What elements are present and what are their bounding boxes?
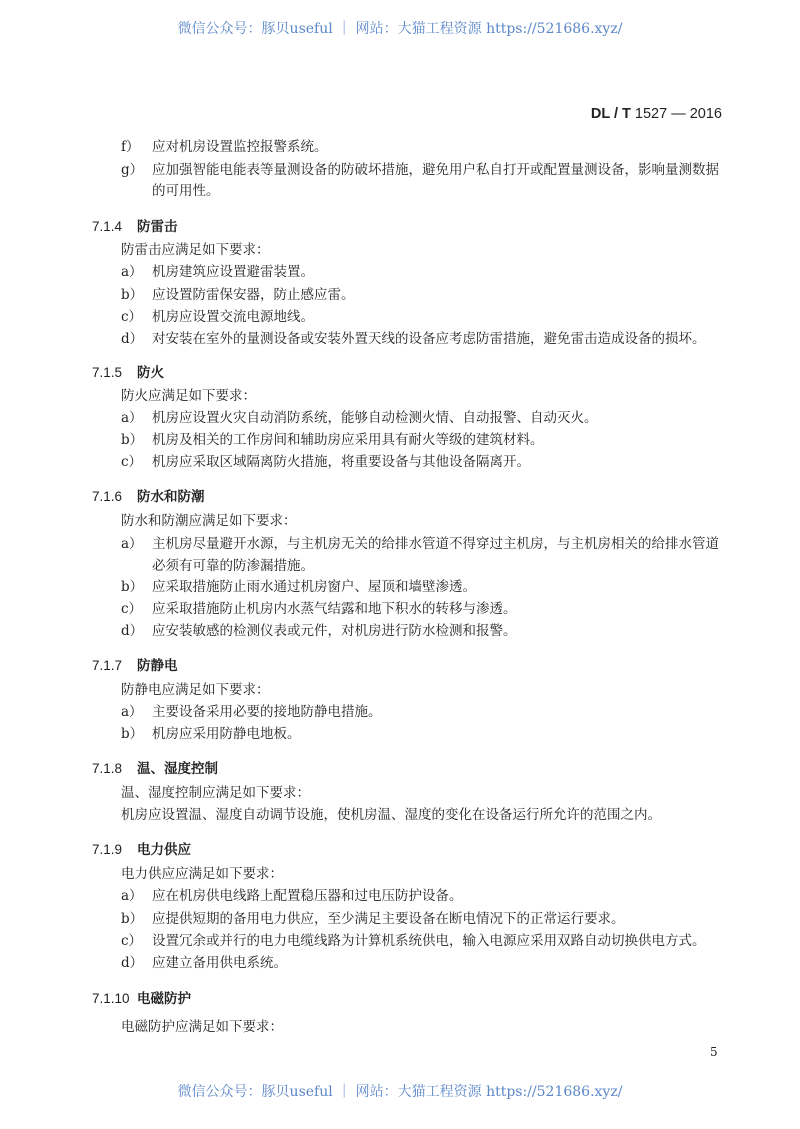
watermark-bottom: 微信公众号：豚贝useful ｜ 网站：大猫工程资源 https://521686.xyz/ [177, 1084, 623, 1100]
section-heading [92, 215, 178, 235]
list-item [121, 329, 723, 349]
item-text: 应安装敏感的检测仪表或元件，对机房进行防水检测和报警。 [152, 623, 517, 639]
item-label: d） [121, 955, 144, 971]
item-label: a） [121, 888, 143, 904]
section-title: 电力供应 [137, 842, 191, 858]
section-heading [92, 654, 178, 674]
list-item [121, 160, 723, 202]
item-label: c） [121, 309, 143, 325]
section-number: 7.1.9 [92, 842, 123, 857]
item-label: d） [121, 331, 144, 347]
section-title: 防火 [137, 365, 164, 381]
item-text: 应采取措施防止机房内水蒸气结露和地下积水的转移与渗透。 [152, 601, 517, 617]
item-label: a） [121, 536, 143, 552]
list-item [121, 599, 723, 619]
item-text: 对安装在室外的量测设备或安装外置天线的设备应考虑防雷措施，避免雷击造成设备的损坏。 [152, 331, 706, 347]
item-label: f） [121, 139, 140, 155]
list-item [121, 408, 723, 428]
list-item [121, 931, 741, 951]
section-body: 机房应设置温、湿度自动调节设施，使机房温、湿度的变化在设备运行所允许的范围之内。 [121, 807, 661, 823]
list-item [121, 533, 723, 577]
item-label: b） [121, 432, 144, 448]
item-label: c） [121, 933, 143, 949]
section-intro: 电磁防护应满足如下要求： [121, 1019, 283, 1035]
item-label: d） [121, 623, 144, 639]
section-heading [92, 485, 205, 505]
item-label: a） [121, 704, 143, 720]
item-label: b） [121, 911, 144, 927]
list-item [121, 621, 723, 641]
item-label: a） [121, 410, 143, 426]
item-text: 应采取措施防止雨水通过机房窗户、屋顶和墙壁渗透。 [152, 579, 476, 595]
item-label: b） [121, 287, 144, 303]
section-number: 7.1.6 [92, 489, 123, 504]
section-title: 温、湿度控制 [137, 761, 218, 777]
item-text: 机房应采用防静电地板。 [152, 726, 301, 742]
list-item [121, 285, 723, 305]
section-title: 防静电 [137, 658, 178, 674]
item-label: b） [121, 726, 144, 742]
item-text: 应建立备用供电系统。 [152, 955, 287, 971]
item-text: 机房应设置火灾自动消防系统，能够自动检测火情、自动报警、自动灭火。 [152, 410, 598, 426]
section-intro: 防火应满足如下要求： [121, 388, 256, 404]
item-text: 主要设备采用必要的接地防静电措施。 [152, 704, 382, 720]
section-intro: 防静电应满足如下要求： [121, 682, 270, 698]
section-heading [92, 757, 218, 777]
section-title: 防雷击 [137, 219, 178, 235]
section-intro: 电力供应应满足如下要求： [121, 866, 283, 882]
list-item [121, 724, 723, 744]
section-number: 7.1.7 [92, 658, 123, 673]
item-label: c） [121, 601, 143, 617]
item-text: 应设置防雷保安器，防止感应雷。 [152, 287, 355, 303]
section-number: 7.1.10 [92, 991, 130, 1006]
item-text: 应提供短期的备用电力供应，至少满足主要设备在断电情况下的正常运行要求。 [152, 911, 625, 927]
list-item [121, 702, 723, 722]
item-label: b） [121, 579, 144, 595]
item-text: 应对机房设置监控报警系统。 [152, 139, 328, 155]
item-text: 机房应采取区域隔离防火措施，将重要设备与其他设备隔离开。 [152, 454, 530, 470]
item-text: 应在机房供电线路上配置稳压器和过电压防护设备。 [152, 888, 463, 904]
page-number: 5 [710, 1045, 718, 1059]
section-title: 电磁防护 [137, 991, 191, 1007]
list-item [121, 137, 723, 157]
list-item [121, 262, 723, 282]
item-text: 机房应设置交流电源地线。 [152, 309, 314, 325]
list-item [121, 452, 723, 472]
item-text: 机房及相关的工作房间和辅助房应采用具有耐火等级的建筑材料。 [152, 432, 544, 448]
list-item [121, 909, 723, 929]
section-title: 防水和防潮 [137, 489, 205, 505]
item-text: 设置冗余或并行的电力电缆线路为计算机系统供电，输入电源应采用双路自动切换供电方式。 [152, 933, 706, 949]
list-item [121, 430, 723, 450]
standard-code: DL / T [590, 106, 631, 122]
section-intro: 温、湿度控制应满足如下要求： [121, 785, 310, 801]
item-text: 主机房尽量避开水源，与主机房无关的给排水管道不得穿过主机房，与主机房相关的给排水管道必须有可靠的防渗漏措施。 [152, 536, 719, 574]
item-label: a） [121, 264, 143, 280]
list-item [121, 886, 723, 906]
section-number: 7.1.5 [92, 365, 123, 380]
list-item [121, 953, 723, 973]
section-heading [92, 987, 191, 1007]
section-heading [92, 838, 191, 858]
item-label: g） [121, 162, 144, 178]
section-heading [92, 361, 164, 381]
item-label: c） [121, 454, 143, 470]
watermark-top: 微信公众号：豚贝useful ｜ 网站：大猫工程资源 https://521686.xyz/ [177, 21, 623, 37]
list-item [121, 307, 723, 327]
standard-number: 1527 — 2016 [634, 106, 722, 122]
item-text: 机房建筑应设置避雷装置。 [152, 264, 314, 280]
section-number: 7.1.4 [92, 219, 123, 234]
list-item [121, 577, 723, 597]
standard-header [591, 106, 722, 122]
item-text: 应加强智能电能表等量测设备的防破坏措施，避免用户私自打开或配置量测设备，影响量测数据的可用性。 [152, 162, 719, 199]
section-intro: 防雷击应满足如下要求： [121, 242, 270, 258]
section-intro: 防水和防潮应满足如下要求： [121, 513, 297, 529]
section-number: 7.1.8 [92, 761, 123, 776]
